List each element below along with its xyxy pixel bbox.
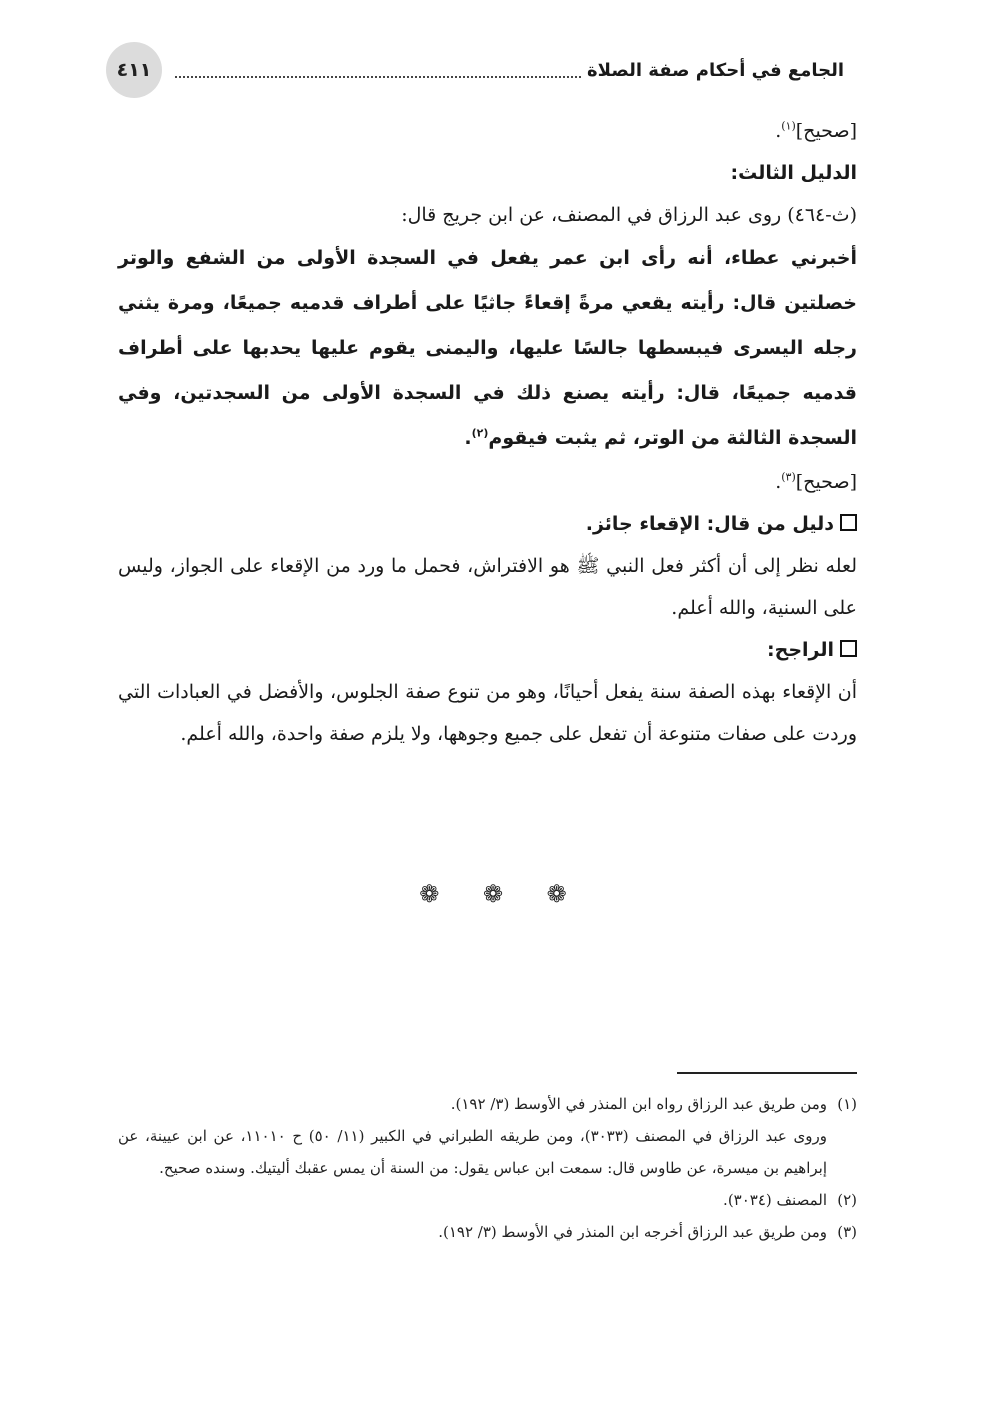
narration-text: أخبرني عطاء، أنه رأى ابن عمر يفعل في السجدة الأولى من الشفع والوتر خصلتين قال: رأيته يقعي مرةً إقعاءً جاثيًا على أطراف قدميه جميعًا، ومرة يثني رجله اليسرى فيبسطها جالسًا عليها، واليمنى يقوم عليها يحدبها على أطراف قدميه جميعًا، قال: رأيته يصنع ذلك في السجدة الأولى من السجدتين، وفي السجدة الثالثة من الوتر، ثم يثبت فيقوم$^{(٢)}$. <box>118 247 857 449</box>
footnote-number: (١) <box>837 1095 857 1113</box>
footnote-ref-2: (٢) <box>471 426 489 440</box>
main-text <box>118 110 857 755</box>
narration-intro: (ث-٤٦٤) روى عبد الرزاق في المصنف، عن ابن جريج قال: <box>401 204 857 226</box>
footnote-2: (٢)المصنف (٣٠٣٤). <box>118 1184 857 1216</box>
footnote-ref-3: (٣) <box>781 470 796 484</box>
footnote-divider <box>677 1072 857 1074</box>
section-preferred-heading: الراجح: <box>118 629 857 671</box>
checkbox-square-icon <box>840 640 857 657</box>
page-number: ٤١١ <box>106 42 162 98</box>
footnote-number: (٢) <box>837 1191 857 1209</box>
running-header <box>175 56 844 84</box>
footnote-ref-1: (١) <box>781 119 796 133</box>
evidence-heading: الدليل الثالث: <box>730 162 857 184</box>
section-separator-ornament: ❁ ❁ ❁ <box>419 880 585 908</box>
paragraph-permissible: لعله نظر إلى أن أكثر فعل النبي ﷺ هو الافتراش، فحمل ما ورد من الإقعاء على الجواز، وليس على السنية، والله أعلم. <box>118 555 857 619</box>
checkbox-square-icon <box>840 514 857 531</box>
section-permissible-heading: دليل من قال: الإقعاء جائز. <box>118 503 857 545</box>
footnote-1-continuation: وروى عبد الرزاق في المصنف (٣٠٣٣)، ومن طريقه الطبراني في الكبير (١١/ ٥٠) ح ١١٠١٠، عن ابن عيينة، عن إبراهيم بن ميسرة، عن طاوس قال: سمعت ابن عباس يقول: من السنة أن يمس عقبك أليتيك. وسنده صحيح. <box>118 1127 828 1177</box>
footnotes <box>118 1088 857 1248</box>
grade-label: [صحيح] <box>795 120 857 142</box>
header-dotted-leader <box>175 66 581 78</box>
footnote-3: (٣)ومن طريق عبد الرزاق أخرجه ابن المنذر في الأوسط (٣/ ١٩٢). <box>118 1216 857 1248</box>
grade-line-1: [صحيح]$^{(١)}$. <box>775 119 857 142</box>
running-title: الجامع في أحكام صفة الصلاة <box>587 59 844 81</box>
grade-line-2: [صحيح]$^{(٣)}$. <box>775 470 857 493</box>
paragraph-preferred: أن الإقعاء بهذه الصفة سنة يفعل أحيانًا، وهو من تنوع صفة الجلوس، والأفضل في العبادات التي وردت على صفات متنوعة أن تفعل على جميع وجوهها، ولا يلزم صفة واحدة، والله أعلم. <box>118 681 857 745</box>
footnote-number: (٣) <box>837 1223 857 1241</box>
footnote-1: (١)ومن طريق عبد الرزاق رواه ابن المنذر في الأوسط (٣/ ١٩٢). <box>118 1088 857 1120</box>
grade-label: [صحيح] <box>795 471 857 493</box>
